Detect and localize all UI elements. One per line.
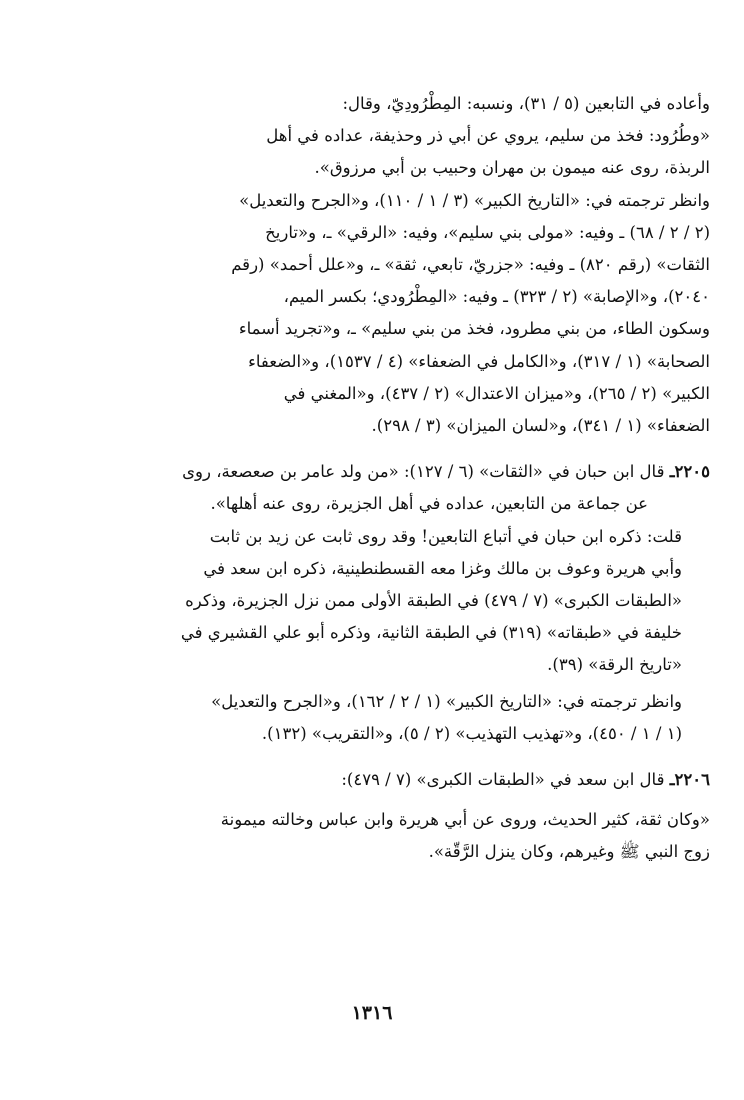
text-line: وانظر ترجمته في: «التاريخ الكبير» (٣ / ١ / ١١٠)، و«الجرح والتعديل» (239, 190, 710, 210)
paragraph-references-1 (70, 185, 710, 443)
text-line: الصحابة» (١ / ٣١٧)، و«الكامل في الضعفاء» (٤ / ١٥٣٧)، و«الضعفاء (248, 351, 710, 371)
text-line: (٢ / ٢ / ٦٨) ـ وفيه: «مولى بني سليم»، وفيه: «الرقي» ـ، و«تاريخ (265, 222, 710, 242)
text-line: الربذة، روى عنه ميمون بن مهران وحبيب بن أبي مرزوق». (314, 158, 710, 178)
text-line: وأعاده في التابعين (٥ / ٣١)، ونسبه: المِطْرُودِيّ، وقال: (342, 94, 710, 113)
text-line: الضعفاء» (١ / ٣٤١)، و«لسان الميزان» (٣ / ٢٩٨). (371, 416, 710, 436)
text-line: «الطبقات الكبرى» (٧ / ٤٧٩) في الطبقة الأولى ممن نزل الجزيرة، وذكره (185, 591, 682, 611)
text-line: قلت: ذكره ابن حبان في أتباع التابعين! وقد روى ثابت عن زيد بن ثابت (209, 526, 682, 546)
entry-number: ٢٢٠٥ـ (669, 462, 710, 482)
text-line: قال ابن سعد في «الطبقات الكبرى» (٧ / ٤٧٩): (341, 770, 665, 790)
entry-number: ٢٢٠٦ـ (669, 770, 710, 790)
paragraph-quote-mutrud (70, 120, 710, 184)
text-line: (١ / ١ / ٤٥٠)، و«تهذيب التهذيب» (٢ / ٥)، و«التقريب» (١٣٢). (261, 723, 682, 743)
text-line: قال ابن حبان في «الثقات» (٦ / ١٢٧): «من ولد عامر بن صعصعة، روى (182, 462, 665, 482)
text-line: «وطُرُود: فخذ من سليم، يروي عن أبي ذر وحذيفة، عداده في أهل (266, 126, 710, 146)
entry-2206 (70, 764, 710, 796)
entry-2205 (70, 456, 710, 520)
text-line: خليفة في «طبقاته» (٣١٩) في الطبقة الثانية، وذكره أبو علي القشيري في (180, 623, 682, 643)
page-number: ١٣١٦ (351, 1002, 393, 1024)
text-line: الكبير» (٢ / ٢٦٥)، و«ميزان الاعتدال» (٢ / ٤٣٧)، و«المغني في (283, 383, 710, 403)
paragraph-quote-2206 (70, 804, 710, 868)
paragraph-references-2205 (70, 686, 710, 750)
text-line: عن جماعة من التابعين، عداده في أهل الجزيرة، روى عنه أهلها». (210, 494, 648, 514)
text-line: وسكون الطاء، من بني مطرود، فخذ من بني سليم» ـ، و«تجريد أسماء (238, 319, 710, 339)
paragraph-note-2205 (70, 521, 710, 682)
text-line: «تاريخ الرقة» (٣٩). (547, 655, 682, 675)
page-body (70, 88, 710, 869)
paragraph-reprint-note (70, 88, 710, 120)
text-line: الثقات» (رقم ٨٢٠) ـ وفيه: «جزريّ، تابعي، ثقة» ـ، و«علل أحمد» (رقم (231, 255, 710, 275)
text-line: وانظر ترجمته في: «التاريخ الكبير» (١ / ٢ / ١٦٢)، و«الجرح والتعديل» (211, 691, 682, 711)
text-line: «وكان ثقة، كثير الحديث، وروى عن أبي هريرة وابن عباس وخالته ميمونة (220, 810, 710, 830)
text-line: ٢٠٤٠)، و«الإصابة» (٢ / ٣٢٣) ـ وفيه: «المِطْرُودي؛ بكسر الميم، (283, 287, 710, 307)
text-line: وأبي هريرة وعوف بن مالك وغزا معه القسطنطينية، ذكره ابن سعد في (203, 558, 682, 578)
text-line: زوج النبي ﷺ وغيرهم، وكان ينزل الرَّقّة». (428, 842, 710, 862)
